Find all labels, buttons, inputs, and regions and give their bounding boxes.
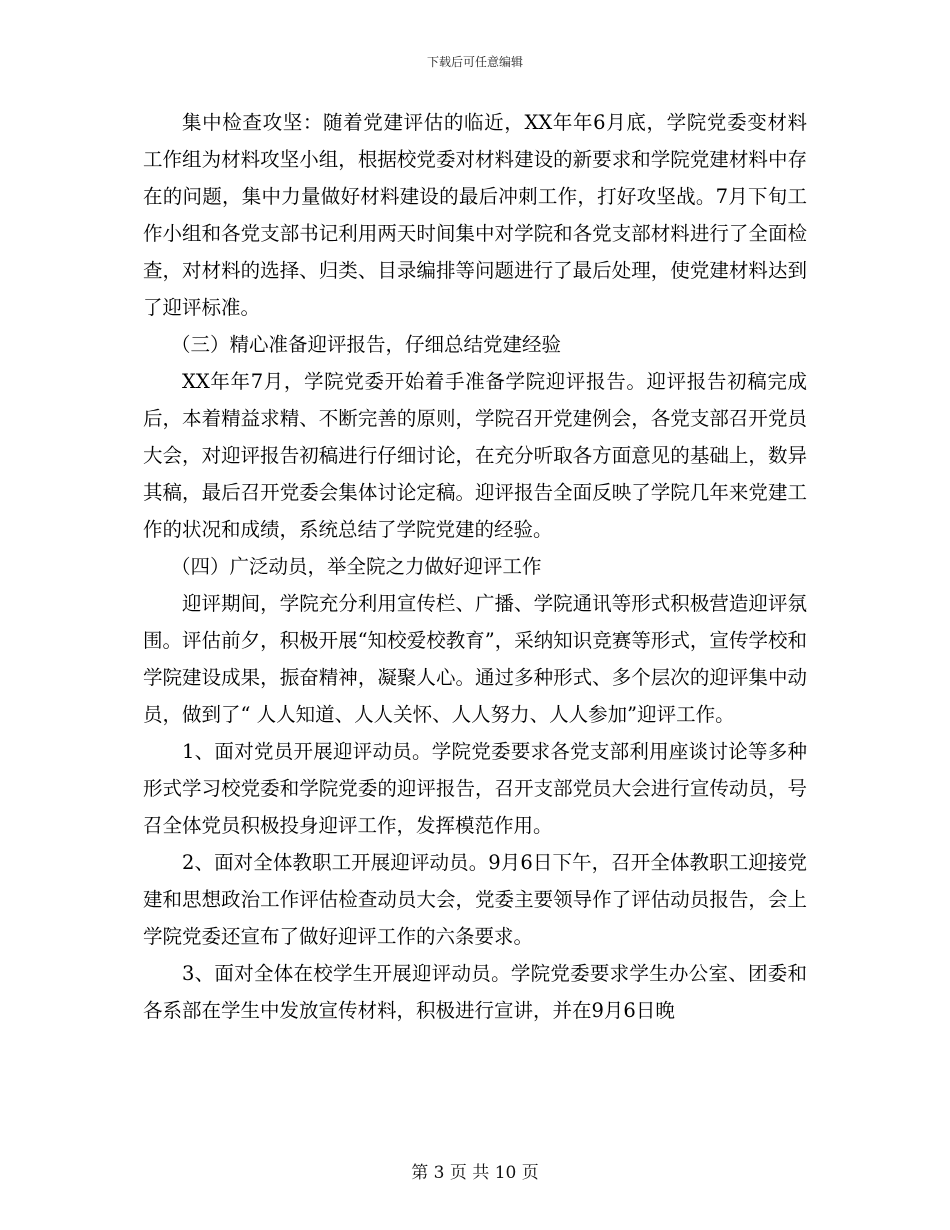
- paragraph-4: 1、面对党员开展迎评动员。学院党委要求各党支部利用座谈讨论等多种形式学习校党委和学院党委的迎评报告，召开支部党员大会进行宣传动员，号召全体党员积极投身迎评工作，发挥模范作用。: [143, 740, 807, 837]
- paragraph-5: 2、面对全体教职工开展迎评动员。9月6日下午，召开全体教职工迎接党建和思想政治工作评估检查动员大会，党委主要领导作了评估动员报告，会上学院党委还宣布了做好迎评工作的六条要求。: [143, 851, 807, 948]
- section-heading-3: （三）精心准备迎评报告，仔细总结党建经验: [171, 333, 562, 356]
- paragraph-6: 3、面对全体在校学生开展迎评动员。学院党委要求学生办公室、团委和各系部在学生中发放宣传材料，积极进行宣讲，并在9月6日晚: [143, 962, 807, 1022]
- page-footer: 第 3 页 共 10 页: [411, 1163, 539, 1183]
- paragraph-2: XX年年7月，学院党委开始着手准备学院迎评报告。迎评报告初稿完成后，本着精益求精、不断完善的原则，学院召开党建例会，各党支部召开党员大会，对迎评报告初稿进行仔细讨论，在充分听取各方面意见的基础上，数异其稿，最后召开党委会集体讨论定稿。迎评报告全面反映了学院几年来党建工作的状况和成绩，系统总结了学院党建的经验。: [143, 370, 807, 541]
- document-body: [143, 104, 807, 1029]
- section-heading-4: （四）广泛动员，举全院之力做好迎评工作: [171, 555, 542, 578]
- paragraph-3: 迎评期间，学院充分利用宣传栏、广播、学院通讯等形式积极营造迎评氛围。评估前夕，积极开展“知校爱校教育”，采纳知识竞赛等形式，宣传学校和学院建设成果，振奋精神，凝聚人心。通过多种形式、多个层次的迎评集中动员，做到了“ 人人知道、人人关怀、人人努力、人人参加”迎评工作。: [143, 592, 807, 726]
- paragraph-1: 集中检查攻坚：随着党建评估的临近，XX年年6月底，学院党委变材料工作组为材料攻坚小组，根据校党委对材料建设的新要求和学院党建材料中存在的问题，集中力量做好材料建设的最后冲刺工作，打好攻坚战。7月下旬工作小组和各党支部书记利用两天时间集中对学院和各党支部材料进行了全面检查，对材料的选择、归类、目录编排等问题进行了最后处理，使党建材料达到了迎评标准。: [143, 111, 807, 319]
- page-header: 下载后可任意编辑: [426, 55, 523, 69]
